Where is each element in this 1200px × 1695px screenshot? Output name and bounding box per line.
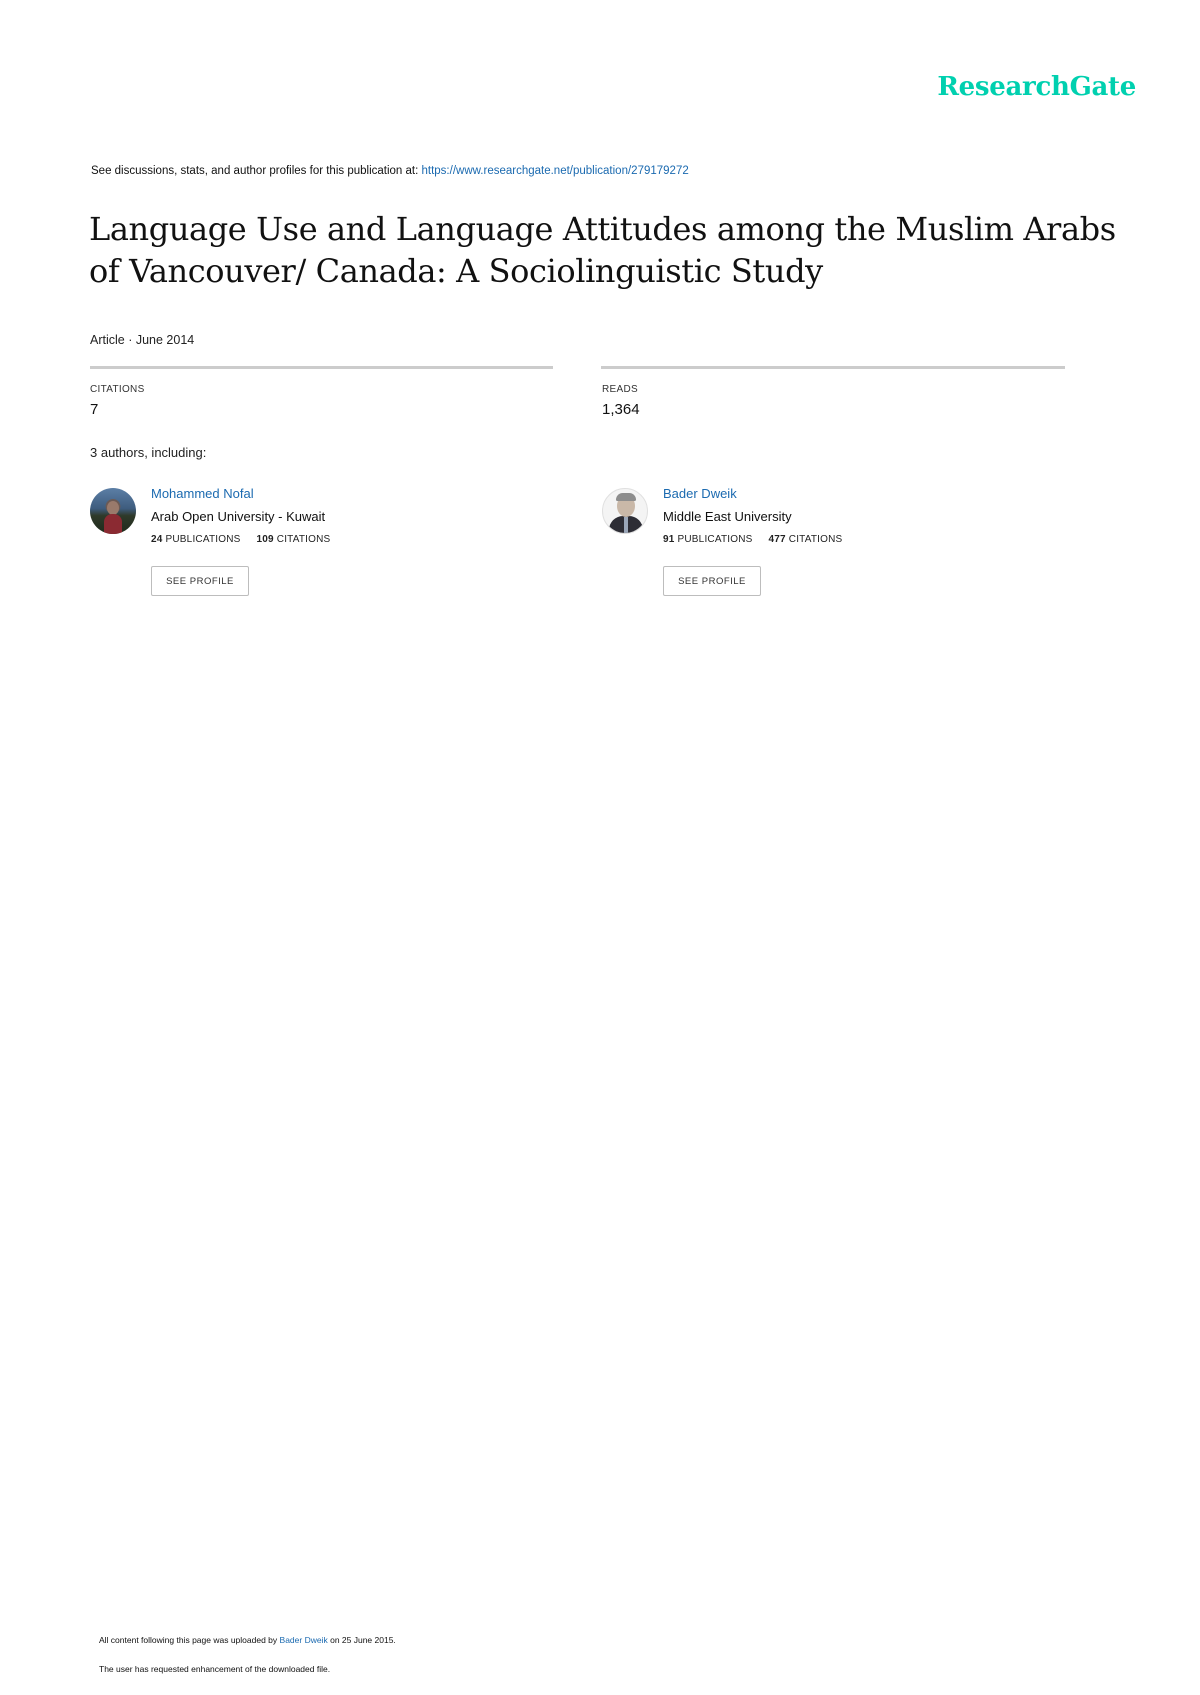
author-institution: Middle East University: [663, 509, 792, 524]
citations-label: CITATIONS: [788, 534, 843, 545]
citations-count: 109: [256, 534, 274, 545]
author-stats: [151, 534, 531, 545]
publication-url-link[interactable]: https://www.researchgate.net/publication/279179272: [421, 165, 689, 177]
publications-label: PUBLICATIONS: [165, 534, 241, 545]
author-info: [663, 486, 1043, 587]
publication-title: Language Use and Language Attitudes among the Muslim Arabs of Vancouver/ Canada: A Sociolinguistic Study: [89, 210, 1116, 290]
upload-suffix: on 25 June 2015.: [330, 1635, 396, 1645]
authors-including: 3 authors, including:: [90, 445, 207, 460]
see-profile-button[interactable]: SEE PROFILE: [151, 566, 249, 596]
uploader-link[interactable]: Bader Dweik: [279, 1635, 328, 1645]
researchgate-logo[interactable]: ResearchGate: [937, 72, 1136, 102]
author-name-link[interactable]: Bader Dweik: [663, 486, 737, 501]
reads-label: READS: [602, 384, 638, 395]
publications-count: 24: [151, 534, 163, 545]
reads-value: 1,364: [602, 401, 640, 418]
citations-count: 477: [768, 534, 786, 545]
author-avatar[interactable]: [602, 488, 648, 534]
publications-count: 91: [663, 534, 675, 545]
see-profile-button[interactable]: SEE PROFILE: [663, 566, 761, 596]
publications-label: PUBLICATIONS: [677, 534, 753, 545]
upload-note: [99, 1635, 396, 1645]
divider-right: [601, 366, 1065, 369]
upload-prefix: All content following this page was uploaded by: [99, 1635, 278, 1645]
see-text: See discussions, stats, and author profiles for this publication at:: [91, 165, 419, 177]
citations-value: 7: [90, 401, 99, 418]
divider-left: [90, 366, 553, 369]
author-institution: Arab Open University - Kuwait: [151, 509, 326, 524]
author-info: [151, 486, 531, 587]
publication-meta: Article · June 2014: [90, 333, 195, 347]
publication-source-line: [91, 165, 689, 177]
citations-label: CITATIONS: [276, 534, 331, 545]
enhancement-note: The user has requested enhancement of the downloaded file.: [99, 1664, 331, 1674]
citations-label: CITATIONS: [90, 384, 145, 395]
author-stats: [663, 534, 1043, 545]
author-name-link[interactable]: Mohammed Nofal: [151, 486, 254, 501]
author-avatar[interactable]: [90, 488, 136, 534]
